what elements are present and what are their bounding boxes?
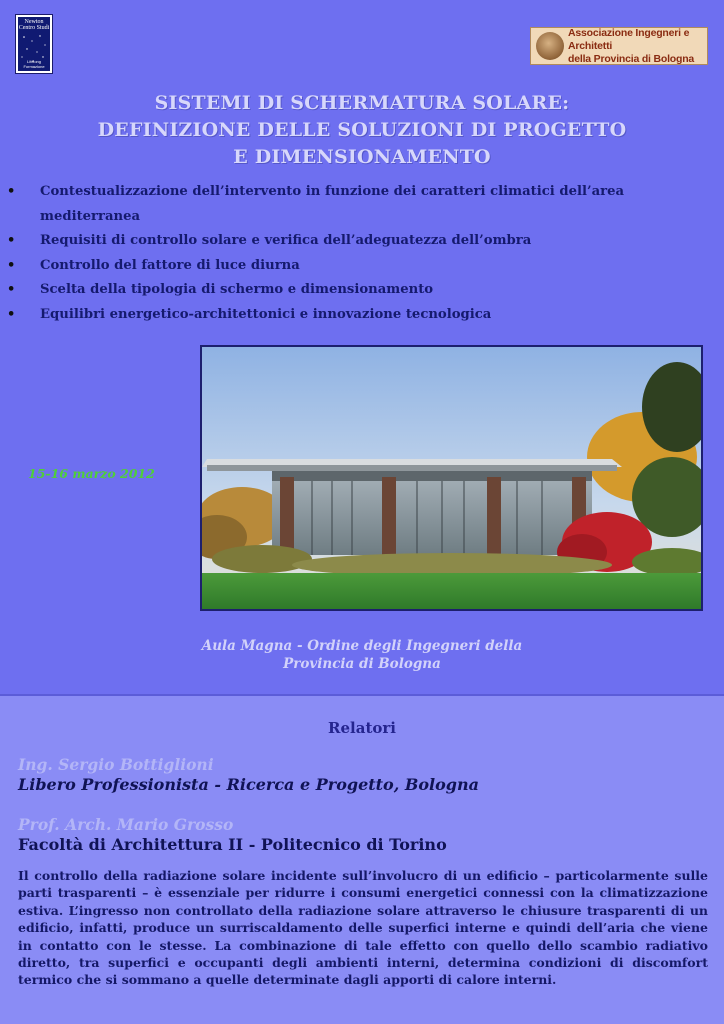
speaker-role: Facoltà di Architettura II - Politecnico di Torino xyxy=(18,835,447,854)
speaker-role: Libero Professionista - Ricerca e Progetto, Bologna xyxy=(18,775,479,794)
title-line-2: DEFINIZIONE DELLE SOLUZIONI DI PROGETTO xyxy=(97,119,627,141)
list-item xyxy=(0,180,700,229)
newton-logo xyxy=(15,14,53,74)
association-logo-line2: della Provincia di Bologna xyxy=(568,52,695,65)
bullet-icon: • xyxy=(7,257,16,273)
event-date: 15-16 marzo 2012 xyxy=(28,466,155,481)
building-photo-illustration xyxy=(202,347,701,609)
venue-line-1: Aula Magna - Ordine degli Ingegneri della xyxy=(201,638,523,654)
title-line-3: E DIMENSIONAMENTO xyxy=(233,146,491,168)
description-paragraph: Il controllo della radiazione solare incidente sull’involucro di un edificio – particolarmente sulle parti trasparenti – è essenziale per ridurre i consumi energetici connessi con la climatizzazione estiva. L’ingresso non controllato della radiazione solare attraverso le chiusure trasparenti di un edificio, infatti, produce un surriscaldamento delle superfici interne e quindi dell’aria che viene in contatto con le stesse. La combinazione di tale effetto con quello dello scambio radiativo diretto, tra superfici e occupanti degli ambienti interni, determina condizioni di discomfort termico che si sommano a quelle determinate dagli apporti di calore interni. xyxy=(18,868,708,988)
bullet-icon: • xyxy=(7,306,16,322)
building-photo xyxy=(200,345,703,611)
title-line-1: SISTEMI DI SCHERMATURA SOLARE: xyxy=(154,92,570,114)
newton-logo-line1: Newton xyxy=(24,19,44,25)
list-item-text: Requisiti di controllo solare e verifica dell’adeguatezza dell’ombra xyxy=(40,233,532,248)
topics-list xyxy=(0,180,700,327)
list-item-text: Scelta della tipologia di schermo e dimensionamento xyxy=(40,282,434,297)
list-item xyxy=(0,229,700,254)
venue xyxy=(140,637,584,673)
venue-line-2: Provincia di Bologna xyxy=(283,656,441,672)
bullet-icon: • xyxy=(7,184,16,199)
speaker-name: Prof. Arch. Mario Grosso xyxy=(18,815,234,834)
newton-logo-subtitle xyxy=(18,59,50,69)
list-item xyxy=(0,278,700,303)
list-item-text: Contestualizzazione dell’intervento in funzione dei caratteri climatici dell’area mediterranea xyxy=(40,184,625,224)
newton-logo-line2: Centro Studi xyxy=(18,25,50,31)
speakers-heading: Relatori xyxy=(328,719,396,737)
list-item-text: Equilibri energetico-architettonici e innovazione tecnologica xyxy=(40,306,492,322)
list-item-text: Controllo del fattore di luce diurna xyxy=(40,257,300,273)
speaker-name: Ing. Sergio Bottiglioni xyxy=(18,755,214,774)
list-item xyxy=(0,303,700,328)
list-item xyxy=(0,254,700,279)
bullet-icon: • xyxy=(7,282,16,297)
association-logo xyxy=(530,27,708,65)
newton-logo-line4: Formazione xyxy=(23,64,45,69)
seal-icon xyxy=(536,32,564,60)
page-title xyxy=(20,90,704,171)
newton-logo-title xyxy=(18,19,50,31)
association-logo-line1: Associazione Ingegneri e Architetti xyxy=(568,26,690,52)
bullet-icon: • xyxy=(7,233,16,248)
newton-logo-line3: Lifelong xyxy=(26,59,41,64)
association-logo-text xyxy=(568,27,707,66)
